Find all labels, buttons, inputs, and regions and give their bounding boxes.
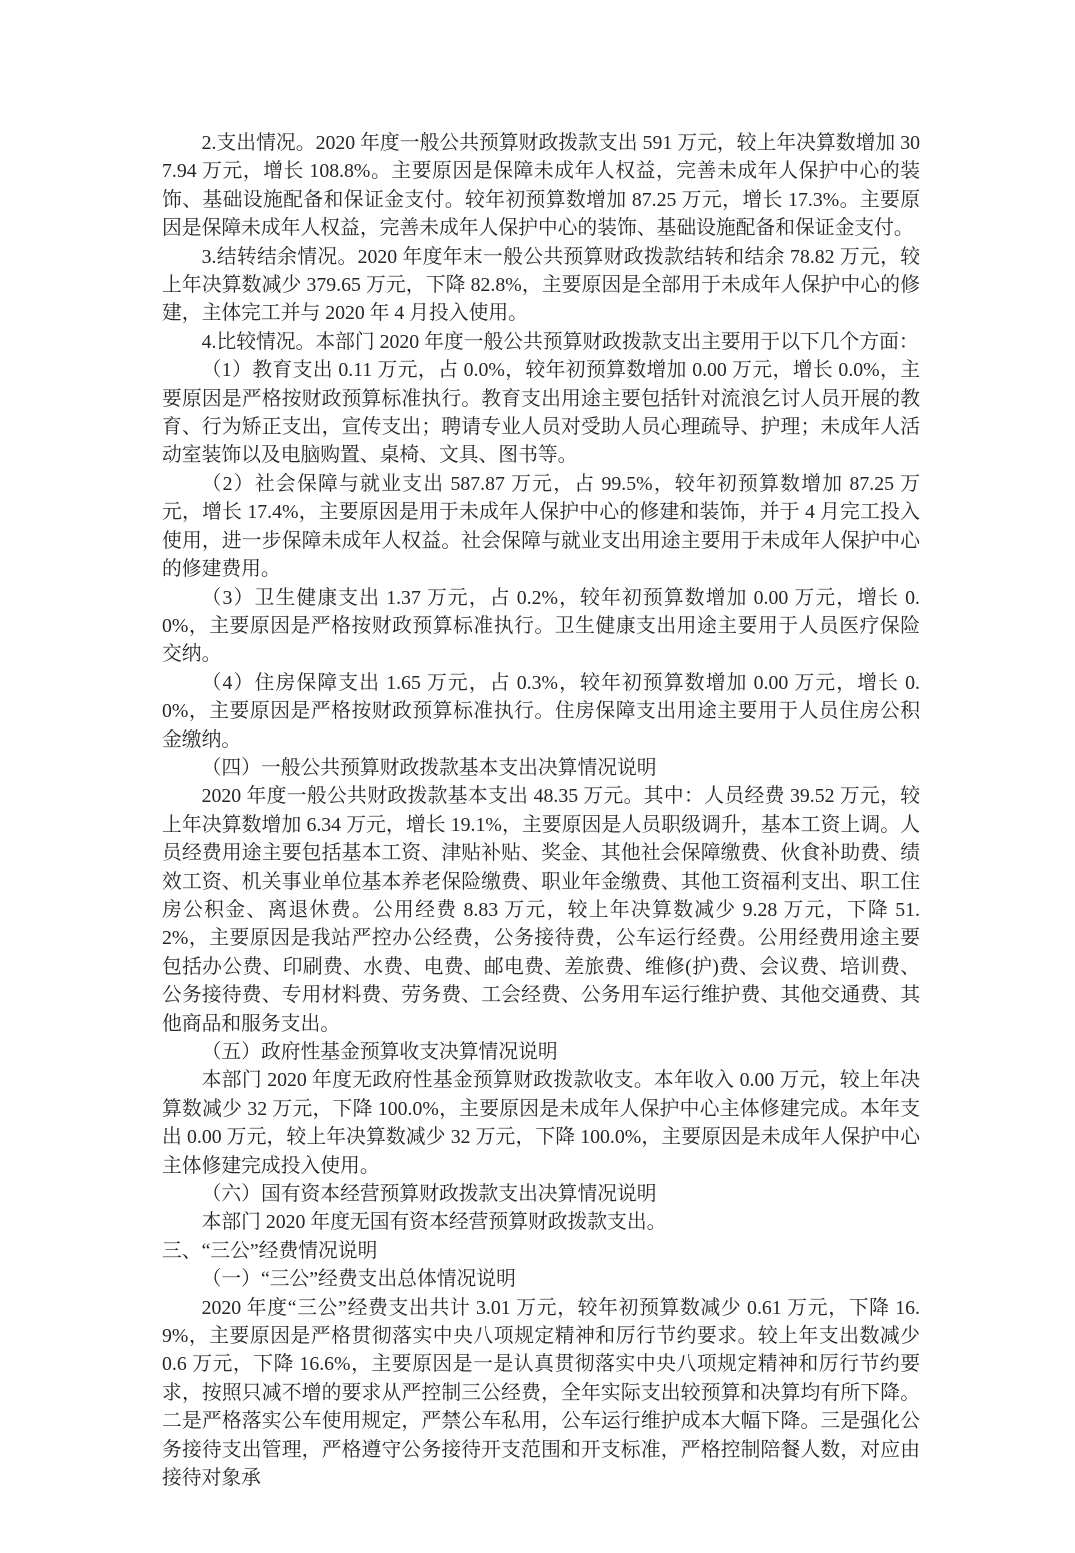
- para-carryover-surplus: 3.结转结余情况。2020 年度年末一般公共预算财政拨款结转和结余 78.82 万元，较上年决算数减少 379.65 万元，下降 82.8%，主要原因是全部用于未成年人保护中心的修建，主体完工并与 2020 年 4 月投入使用。: [162, 245, 920, 325]
- item-3-health-expenditure: （3）卫生健康支出 1.37 万元，占 0.2%，较年初预算数增加 0.00 万元，增长 0.0%，主要原因是严格按财政预算标准执行。卫生健康支出用途主要用于人员医疗保险交纳。: [162, 586, 920, 666]
- heading-basic-expenditure: （四）一般公共预算财政拨款基本支出决算情况说明: [201, 756, 657, 779]
- heading-gov-fund-budget: （五）政府性基金预算收支决算情况说明: [201, 1041, 558, 1063]
- para-state-capital-detail: 本部门 2020 年度无国有资本经营预算财政拨款支出。: [201, 1211, 667, 1234]
- item-1-education-expenditure: （1）教育支出 0.11 万元，占 0.0%，较年初预算数增加 0.00 万元，增长 0.0%，主要原因是严格按财政预算标准执行。教育支出用途主要包括针对流浪乞讨人员开展的教育、行为矫正支出，宣传支出；聘请专业人员对受助人员心理疏导、护理；未成年人活动室装饰以及电脑购置、桌椅、文具、图书等。: [162, 359, 920, 467]
- para-basic-expenditure-detail: 2020 年度一般公共财政拨款基本支出 48.35 万元。其中：人员经费 39.52 万元，较上年决算数增加 6.34 万元，增长 19.1%，主要原因是人员职级调升，基本工资上调。人员经费用途主要包括基本工资、津贴补贴、奖金、其他社会保障缴费、伙食补助费、绩效工资、机关事业单位基本养老保险缴费、职业年金缴费、其他工资福利支出、职工住房公积金、离退休费。公用经费 8.83 万元，较上年决算数减少 9.28 万元，下降 51.2%，主要原因是我站严控办公经费，公务接待费，公车运行经费。公用经费用途主要包括办公费、印刷费、水费、电费、邮电费、差旅费、维修(护)费、会议费、培训费、公务接待费、专用材料费、劳务费、工会经费、公务用车运行维护费、其他交通费、其他商品和服务支出。: [162, 785, 920, 1035]
- heading-three-public-overview: （一）“三公”经费支出总体情况说明: [201, 1268, 516, 1291]
- para-gov-fund-detail: 本部门 2020 年度无政府性基金预算财政拨款收支。本年收入 0.00 万元，较上年决算数减少 32 万元，下降 100.0%，主要原因是未成年人保护中心主体修建完成。本年支出 0.00 万元，较上年决算数减少 32 万元，下降 100.0%，主要原因是未成年人保护中心主体修建完成投入使用。: [162, 1069, 920, 1177]
- para-comparison-intro: 4.比较情况。本部门 2020 年度一般公共预算财政拨款支出主要用于以下几个方面：: [201, 330, 919, 353]
- heading-state-capital-budget: （六）国有资本经营预算财政拨款支出决算情况说明: [201, 1183, 657, 1206]
- para-expenditure-overview: 2.支出情况。2020 年度一般公共预算财政拨款支出 591 万元，较上年决算数增加 307.94 万元，增长 108.8%。主要原因是保障未成年人权益，完善未成年人保护中心的装饰、基础设施配备和保证金支付。较年初预算数增加 87.25 万元，增长 17.3%。主要原因是保障未成年人权益，完善未成年人保护中心的装饰、基础设施配备和保证金支付。: [162, 132, 920, 240]
- para-three-public-detail: 2020 年度“三公”经费支出共计 3.01 万元，较年初预算数减少 0.61 万元，下降 16.9%，主要原因是严格贯彻落实中央八项规定精神和厉行节约要求。较上年支出数减少 0.6 万元，下降 16.6%，主要原因是一是认真贯彻落实中央八项规定精神和厉行节约要求，按照只减不增的要求从严控制三公经费，全年实际支出较预算和决算均有所下降。二是严格落实公车使用规定，严禁公车私用，公车运行维护成本大幅下降。三是强化公务接待支出管理，严格遵守公务接待开支范围和开支标准，严格控制陪餐人数，对应由接待对象承: [162, 1296, 920, 1490]
- heading-section-three-public-funds: 三、“三公”经费情况说明: [162, 1239, 378, 1262]
- item-2-social-security-expenditure: （2）社会保障与就业支出 587.87 万元，占 99.5%，较年初预算数增加 87.25 万元，增长 17.4%，主要原因是用于未成年人保护中心的修建和装饰，并于 4 月完工投入使用，进一步保障未成年人权益。社会保障与就业支出用途主要用于未成年人保护中心的修建费用。: [162, 472, 920, 581]
- item-4-housing-expenditure: （4）住房保障支出 1.65 万元，占 0.3%，较年初预算数增加 0.00 万元，增长 0.0%，主要原因是严格按财政预算标准执行。住房保障支出用途主要用于人员住房公积金缴纳。: [162, 671, 920, 751]
